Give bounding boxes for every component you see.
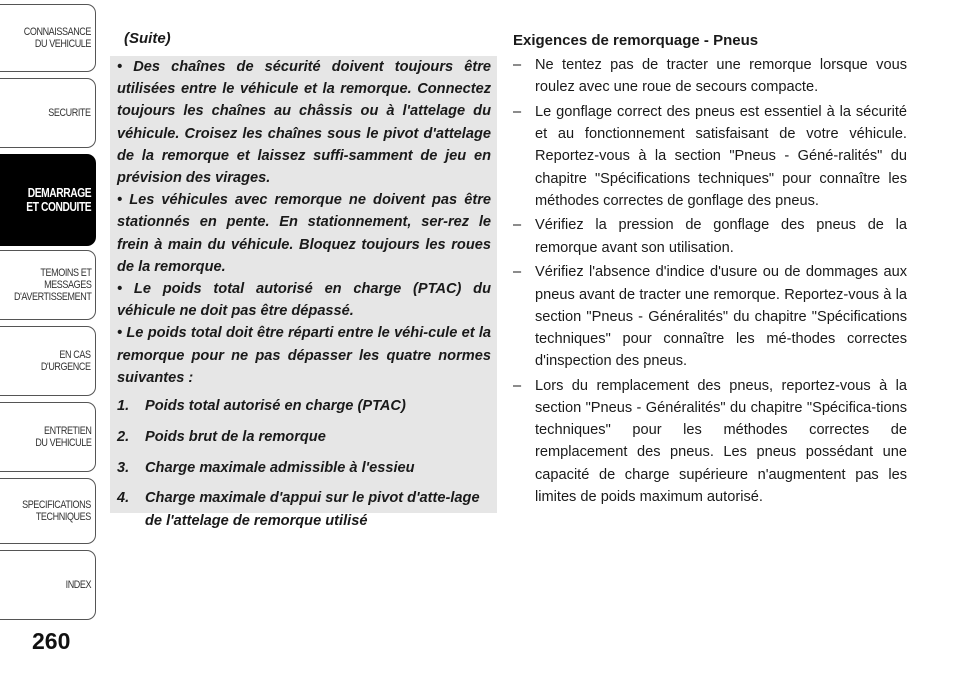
warning-bullet: • Le poids total doit être réparti entre le véhi-cule et la remorque pour ne pas dépasser les quatre normes suivantes : <box>117 322 491 389</box>
tab-label: SECURITE <box>48 107 91 119</box>
section-heading: Exigences de remorquage - Pneus <box>513 32 759 49</box>
list-number: 4. <box>117 490 130 507</box>
warning-bullet: • Des chaînes de sécurité doivent toujours être utilisées entre le véhicule et la remorque. Connectez toujours les chaînes au châssis ou à l'attelage du véhicule. Croisez les chaînes sous le pivot d'attelage de la remorque et laissez suffi-samment de jeu en prévision des virages. <box>117 56 491 189</box>
list-text: Charge maximale d'appui sur le pivot d'atte-lage de l'attelage de remorque utilisé <box>145 490 480 529</box>
tab-demarrage-et-conduite[interactable] <box>0 154 96 246</box>
item-text: Vérifiez la pression de gonflage des pneus de la remorque avant son utilisation. <box>535 217 907 256</box>
tab-index[interactable] <box>0 550 96 620</box>
tab-label: CONNAISSANCE DU VEHICULE <box>23 26 91 50</box>
list-item <box>117 487 491 531</box>
dash-marker: – <box>513 57 522 73</box>
item-text: Le gonflage correct des pneus est essentiel à la sécurité et au fonctionnement satisfaisant de votre véhicule. Reportez-vous à la section "Pneus - Géné-ralités" du chapitre "Spécifications techniques" pour connaître les méthodes correctes de gonflage des pneus. <box>535 103 907 209</box>
warning-text <box>117 56 491 540</box>
list-item <box>513 261 907 372</box>
list-text: Poids total autorisé en charge (PTAC) <box>145 398 406 415</box>
tyre-requirements-section <box>513 30 907 511</box>
list-item <box>117 395 491 417</box>
item-text: Ne tentez pas de tracter une remorque lorsque vous roulez avec une roue de secours compacte. <box>535 57 907 96</box>
list-item <box>513 101 907 212</box>
tab-entretien-du-vehicule[interactable] <box>0 402 96 472</box>
dash-marker: – <box>513 103 522 120</box>
list-number: 3. <box>117 459 130 476</box>
item-text: Vérifiez l'absence d'indice d'usure ou de dommages aux pneus avant de tracter une remorque. Reportez-vous à la section "Pneus - Généralités" du chapitre "Spécifications techniques" pour connaître les mé-thodes correctes d'inspection des pneus. <box>535 264 907 370</box>
tab-label: TEMOINS ET MESSAGES D'AVERTISSEMENT <box>13 267 91 303</box>
tab-label: SPECIFICATIONS TECHNIQUES <box>22 499 91 523</box>
warning-bullet: • Les véhicules avec remorque ne doivent pas être stationnés en pente. En stationnement, ser-rez le frein à main du véhicule. Bloquez toujours les roues de la remorque. <box>117 189 491 278</box>
weight-norms-list <box>117 395 491 532</box>
tab-en-cas-d-urgence[interactable] <box>0 326 96 396</box>
item-text: Lors du remplacement des pneus, reportez-vous à la section "Pneus - Généralités" du chapitre "Spécifica-tions techniques" pour les méthodes correctes de remplacement des pneus. Les pneus possédant une capacité de charge supérieure n'augmentent pas les limites de poids maximum autorisé. <box>535 377 907 505</box>
dash-marker: – <box>513 217 522 234</box>
tab-securite[interactable] <box>0 78 96 148</box>
tab-connaissance-du-vehicule[interactable] <box>0 4 96 72</box>
list-item <box>513 214 907 258</box>
list-item <box>117 457 491 479</box>
list-item <box>117 426 491 448</box>
continued-label: (Suite) <box>124 30 171 47</box>
list-item <box>513 54 907 98</box>
tab-temoins-et-messages[interactable] <box>0 250 96 320</box>
warning-bullet: • Le poids total autorisé en charge (PTAC) du véhicule ne doit pas être dépassé. <box>117 278 491 322</box>
list-number: 1. <box>117 398 130 415</box>
list-text: Charge maximale admissible à l'essieu <box>145 459 415 476</box>
tab-label: ENTRETIEN DU VEHICULE <box>34 425 91 449</box>
dash-marker: – <box>513 377 522 394</box>
list-text: Poids brut de la remorque <box>145 428 326 445</box>
tab-label: INDEX <box>65 579 91 591</box>
page-number: 260 <box>32 628 71 654</box>
tab-specifications-techniques[interactable] <box>0 478 96 544</box>
chapter-tabs <box>0 0 98 640</box>
dash-marker: – <box>513 264 522 281</box>
list-item <box>513 375 907 508</box>
tab-label: EN CAS D'URGENCE <box>41 349 91 373</box>
list-number: 2. <box>117 428 130 445</box>
tab-label: DEMARRAGE ET CONDUITE <box>26 186 91 214</box>
